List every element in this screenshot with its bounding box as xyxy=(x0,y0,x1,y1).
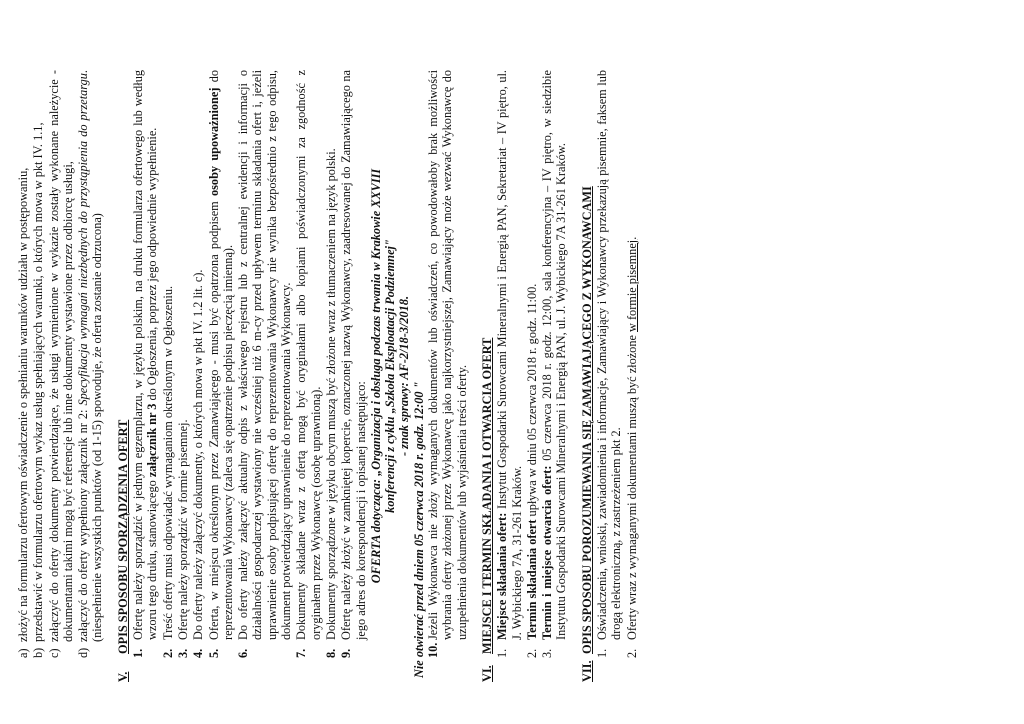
offer-label-line-3: - znak sprawy: AF-2/18-3/2018. xyxy=(397,295,412,457)
section-v-item-4: 4. Do oferty należy załączyć dokumenty, o których mowa w pkt IV. 1.2 lit. c). xyxy=(191,269,206,658)
section-vi-item-3: 3. Termin i miejsce otwarcia ofert: 05 czerwca 2018 r. godz. 12:00, sala konferencyjna – IV piętro, w siedzibie Instytutu Gospodarki Surowcami Mineralnymi i Energią PAN, ul. J. Wybickiego 7A 31-261 Kraków. xyxy=(540,70,569,658)
section-v-item-8: 8. Dokumenty sporządzone w języku obcym muszą być złożone wraz z tłumaczeniem na język polski. xyxy=(323,148,338,658)
section-vi-item-2: 2. Termin składania ofert upływa w dniu 05 czerwca 2018 r. godz. 11:00. xyxy=(524,283,539,658)
do-not-open-note: Nie otwierać przed dniem 05 czerwca 2018 r. godz. 12:00 " xyxy=(411,381,426,678)
offer-label-line-2: konferencji z cyklu „Szkoła Eksploatacji Podziemnej" xyxy=(383,239,398,513)
section-v-item-9: 9. Ofertę należy złożyć w zamkniętej kopercie, oznaczonej nazwą Wykonawcy, zaadresowanej do Zamawiającego na jego adres do korespondencji i opisanej następująco: xyxy=(339,70,368,658)
section-vii-heading: VII. OPIS SPOSOBU POROZUMIEWANIA SIĘ ZAMAWIAJĄCEGO Z WYKONAWCAMI xyxy=(579,186,594,682)
section-vii-item-2: 2. Oferty wraz z wymaganymi dokumentami muszą być złożone w formie pisemnej. xyxy=(624,236,639,658)
list-item-b: b) przedstawić w formularzu ofertowym wykaz usług spełniających warunki, o których mowa w pkt IV. 1.1, xyxy=(31,122,46,658)
section-v-item-2: 2. Treść oferty musi odpowiadać wymaganiom określonym w Ogłoszeniu. xyxy=(160,285,175,658)
section-v-item-3: 3. Ofertę należy sporządzić w formie pisemnej. xyxy=(175,419,190,658)
section-vi-item-1: 1. Miejsce składania ofert: Instytut Gospodarki Surowcami Mineralnymi i Energią PAN, Sekretariat – IV piętro, ul. J. Wybickiego 7A, 31-261 Kraków. xyxy=(495,69,524,658)
section-v-item-7: 7. Dokumenty składane wraz z ofertą mogą być oryginałami albo kopiami poświadczonymi za zgodność z oryginałem przez Wykonawcę (osobę uprawnioną). xyxy=(294,70,323,658)
section-vii-item-1: 1. Oświadczenia, wnioski, zawiadomienia i informacje, Zamawiający i Wykonawcy przekazują pisemnie, faksem lub drogą elektroniczną, z zastrzeżeniem pkt 2. xyxy=(594,70,624,658)
offer-label-line-1: OFERTA dotycząca: „Organizacja i obsługa podczas trwania w Krakowie XXVIII xyxy=(368,168,383,584)
section-v-item-6: 6. Do oferty należy załączyć aktualny odpis z właściwego rejestru lub z centralnej ewidencji i informacji o działalności gospodarczej wystawiony nie wcześniej niż 6 m-cy przed upływem terminu składania ofert i, jeżeli uprawnienie osoby podpisującej ofertę do reprezentowania Wykonawcy nie wynika bezpośrednio z tego odpisu, dokument potwierdzający uprawnienie do reprezentowania Wykonawcy. xyxy=(236,70,294,658)
section-v-heading: V. OPIS SPOSOBU SPORZĄDZENIA OFERT xyxy=(115,419,130,682)
list-item-c: c) załączyć do oferty dokumenty potwierdzające, że usługi wymienione w wykazie zostały wykonane należycie - dokumentami takimi mogą być referencje lub inne dokumenty wystawione przez odbiorcę usługi, xyxy=(46,70,75,658)
section-vi-heading: VI. MIEJSCE I TERMIN SKŁADANIA I OTWARCIA OFERT xyxy=(479,337,494,682)
document-page xyxy=(0,44,960,724)
section-v-item-5: 5. Oferta, w miejscu określonym przez Zamawiającego - musi być opatrzona podpisem osoby upoważnionej do reprezentowania Wykonawcy (zaleca się opatrzenie podpisu pieczęcią imienną). xyxy=(206,70,235,658)
section-v-item-1: 1. Ofertę należy sporządzić w jednym egzemplarzu, w języku polskim, na druku formularza ofertowego lub według wzoru tego druku, stanowiącego załącznik nr 3 do Ogłoszenia, poprzez jego odpowiednie wypełnienie. xyxy=(131,70,160,658)
section-v-item-10: 10. Jeżeli Wykonawca nie złoży wymaganych dokumentów lub oświadczeń, co powodowałoby brak możliwości wybrania oferty złożonej przez Wykonawcę jako najkorzystniejszej, Zamawiający może wezwać Wykonawcę do uzupełnienia dokumentów lub wyjaśnienia treści oferty. xyxy=(426,70,469,658)
list-item-d: d) załączyć do oferty wypełniony załącznik nr 2: Specyfikacja wymagań niezbędnych do przystąpienia do przetargu. (niespełnienie wszystkich punktów (od 1-15) spowoduje, że oferta zostanie odrzucona) xyxy=(76,70,105,658)
list-item-a: a) złożyć na formularzu ofertowym oświadczenie o spełnianiu warunków udziału w postępowaniu, xyxy=(16,167,30,658)
